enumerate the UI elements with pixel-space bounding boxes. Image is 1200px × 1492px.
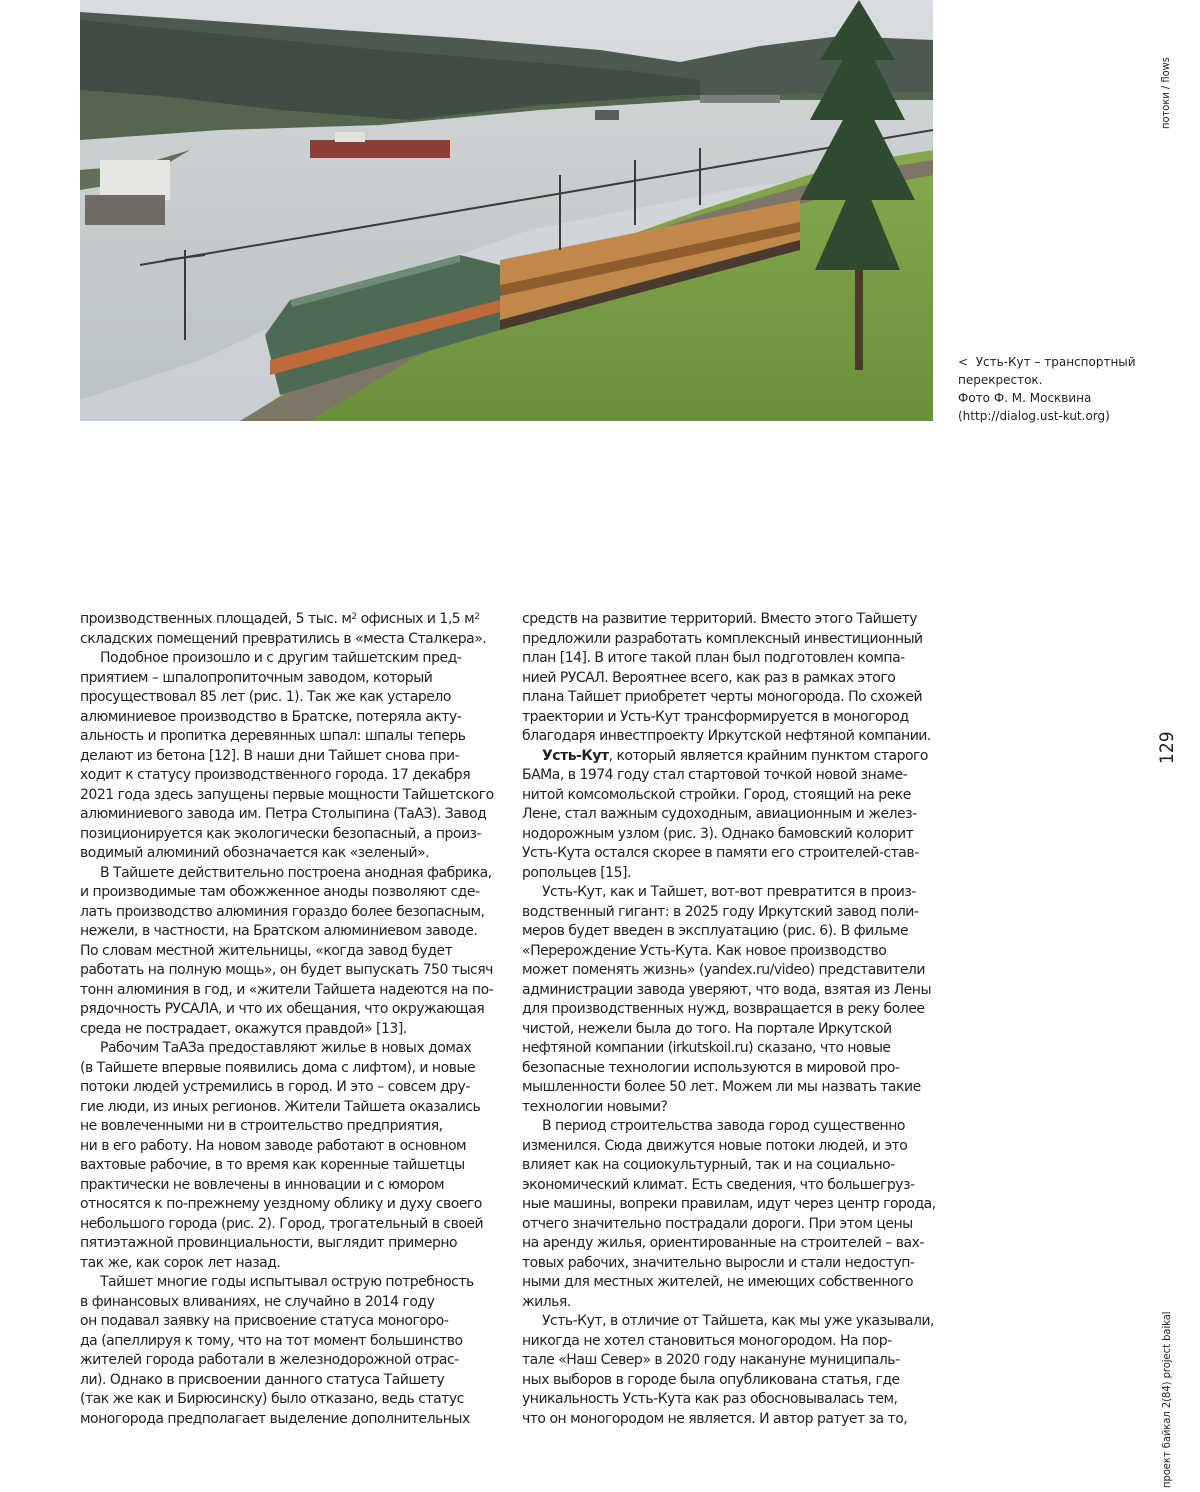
text-line: администрации завода уверяют, что вода, взятая из Лены [522,981,931,998]
text-line: меров будет введен в эксплуатацию (рис. 6). В фильме [522,923,909,939]
article-photo [80,0,933,421]
text-line: пятиэтажной провинциальности, выглядит примерно [80,1235,458,1251]
caption-line-4: (http://dialog.ust-kut.org) [958,409,1110,423]
photo-caption [958,353,1158,425]
text-line: тонн алюминия в год, и «жители Тайшета надеются на по- [80,981,494,998]
text-line: нефтяной компании (irkutskoil.ru) сказано, что новые [522,1040,891,1056]
text-line: вахтовые рабочие, в то время как коренные тайшетцы [80,1157,465,1173]
bold-term: Усть-Кут [542,747,609,764]
text-line: небольшого города (рис. 2). Город, трогательный в своей [80,1215,484,1232]
text-line: Рабочим ТаАЗа предоставляют жилье в новых домах [100,1040,472,1056]
text-line: Усть-Кута остался скорее в памяти его строителей-став- [522,845,919,861]
text-line: нией РУСАЛ. Вероятнее всего, как раз в рамках этого [522,669,896,686]
text-line: никогда не хотел становиться моногородом. На пор- [522,1332,892,1349]
text-line: нежели, в частности, на Братском алюминиевом заводе. [80,923,478,939]
text-line: жителей города работали в железнодорожной отрас- [80,1352,459,1368]
text-line: может поменять жизнь» (yandex.ru/video) представители [522,962,925,978]
text-line: ходит к статусу производственного города. 17 декабря [80,767,471,783]
text-line: ные машины, вопреки правилам, идут через центр города, [522,1196,936,1212]
text-line: да (апеллируя к тому, что на тот момент большинство [80,1332,463,1349]
text-line: «Перерождение Усть-Кута. Как новое производство [522,942,887,959]
text-line: 2021 года здесь запущены первые мощности Тайшетского [80,786,494,803]
left-column [80,610,500,1429]
text-line: (так же как и Бирюсинску) было отказано, ведь статус [80,1391,464,1407]
text-line: По словам местной жительницы, «когда завод будет [80,942,453,959]
text-line: ли). Однако в присвоении данного статуса Тайшету [80,1371,445,1388]
text-line: безопасные технологии используются в мировой про- [522,1059,900,1076]
text-line: производственных площадей, 5 тыс. $м^2$ офисных и 1,5 $м^2$ [80,611,480,627]
text-line: позиционируется как экологически безопасный, а произ- [80,825,482,842]
photo-train-river [80,0,933,421]
text-line: плана Тайшет приобретет черты моногорода. По схожей [522,689,923,705]
text-line: ни в его работу. На новом заводе работают в основном [80,1137,467,1154]
text-line: ропольцев [15]. [522,864,631,881]
right-column [522,610,942,1429]
text-line: Лене, стал важным судоходным, авиационным и желез- [522,806,917,822]
text-line: алюминиевое производство в Братске, потеряла акту- [80,708,462,725]
text-line: ных выборов в городе была опубликована статья, где [522,1371,900,1388]
journal-label: проект байкал 2(84) project baikal [1160,1311,1173,1488]
text-line: уникальность Усть-Кута как раз обосновывалась тем, [522,1391,898,1407]
text-line: моногорода предполагает выделение дополнительных [80,1410,470,1427]
text-line: просуществовал 85 лет (рис. 1). Так же как устарело [80,689,451,705]
text-line: изменился. Сюда движутся новые потоки людей, и это [522,1137,908,1154]
text-line: тале «Наш Север» в 2020 году накануне муниципаль- [522,1352,900,1368]
text-line: благодаря инвестпроекту Иркутской нефтяной компании. [522,728,931,744]
text-line: водственный гигант: в 2025 году Иркутский завод поли- [522,903,919,920]
page-number: 129 [1156,731,1178,764]
text-line: (в Тайшете впервые появились дома с лифтом), и новые [80,1059,476,1076]
text-line: жилья. [522,1293,571,1310]
text-line: Тайшет многие годы испытывал острую потребность [100,1274,474,1290]
text-line: чистой, нежели была до того. На портале Иркутской [522,1020,892,1037]
caption-line-2: перекресток. [958,373,1043,387]
text-line: мышленности более 50 лет. Можем ли мы назвать такие [522,1079,921,1095]
text-line: гие люди, из иных регионов. Жители Тайшета оказались [80,1098,481,1115]
text-line: в финансовых вливаниях, не случайно в 2014 году [80,1293,435,1310]
text-line: альность и пропитка деревянных шпал: шпалы теперь [80,728,466,744]
section-label: потоки / flows [1159,57,1172,129]
text-line: В Тайшете действительно построена анодная фабрика, [100,864,492,881]
text-line: так же, как сорок лет назад. [80,1254,281,1271]
text-line: ными для местных жителей, не имеющих собственного [522,1274,914,1290]
text-line: он подавал заявку на присвоение статуса моногоро- [80,1313,449,1329]
text-line: отчего значительно пострадали дороги. При этом цены [522,1215,913,1232]
text-line: на аренду жилья, ориентированные на строителей – вах- [522,1235,924,1251]
text-line: В период строительства завода город существенно [542,1118,905,1134]
text-line: относятся к по-прежнему уездному облику и духу своего [80,1196,482,1212]
text-line: практически не вовлечены в инновации и с юмором [80,1176,445,1193]
text-line: работать на полную мощь», он будет выпускать 750 тысяч [80,962,493,978]
text-line: экономический климат. Есть сведения, что большегруз- [522,1176,915,1193]
text-line: нитой комсомольской стройки. Город, стоящий на реке [522,786,911,803]
text-line: Усть-Кут, как и Тайшет, вот-вот превратится в произ- [542,884,916,900]
text-line: делают из бетона [12]. В наши дни Тайшет снова при- [80,747,460,764]
text-line: рядочность РУСАЛА, и что их обещания, что окружающая [80,1001,485,1017]
text-line: нодорожным узлом (рис. 3). Однако бамовский колорит [522,825,914,842]
text-line: товых рабочих, значительно выросли и стали недоступ- [522,1254,915,1271]
text-line: Усть-Кут, который является крайним пунктом старого [542,747,928,764]
text-line: предложили разработать комплексный инвестиционный [522,630,923,647]
text-line: потоки людей устремились в город. И это – совсем дру- [80,1079,470,1095]
text-line: алюминиевого завода им. Петра Столыпина (ТаАЗ). Завод [80,806,487,822]
text-line: приятием – шпалопропиточным заводом, который [80,669,433,686]
text-line: влияет как на социокультурный, так и на социально- [522,1157,895,1173]
text-line: БАМа, в 1974 году стал стартовой точкой новой знаме- [522,767,908,783]
text-line: траектории и Усть-Кут трансформируется в моногород [522,708,909,725]
text-line: план [14]. В итоге такой план был подготовлен компа- [522,650,905,666]
text-line: что он моногородом не является. И автор ратует за то, [522,1410,908,1427]
text-line: Усть-Кут, в отличие от Тайшета, как мы уже указывали, [542,1313,934,1329]
text-line: средств на развитие территорий. Вместо этого Тайшету [522,611,918,627]
text-line: и производимые там обожженное аноды позволяют сде- [80,884,480,900]
text-line: технологии новыми? [522,1098,668,1115]
text-line: лать производство алюминия гораздо более безопасным, [80,903,485,920]
text-line: водимый алюминий обозначается как «зеленый». [80,845,430,861]
caption-line-1: < Усть-Кут – транспортный [958,355,1136,369]
text-line: Подобное произошло и с другим тайшетским пред- [100,650,462,666]
caption-line-3: Фото Ф. М. Москвина [958,391,1092,405]
text-line: для производственных нужд, возвращается в реку более [522,1001,925,1017]
text-line: среда не пострадает, окажутся правдой» [13]. [80,1020,407,1037]
text-line: не вовлеченными ни в строительство предприятия, [80,1118,443,1134]
text-line: складских помещений превратились в «места Сталкера». [80,630,487,647]
